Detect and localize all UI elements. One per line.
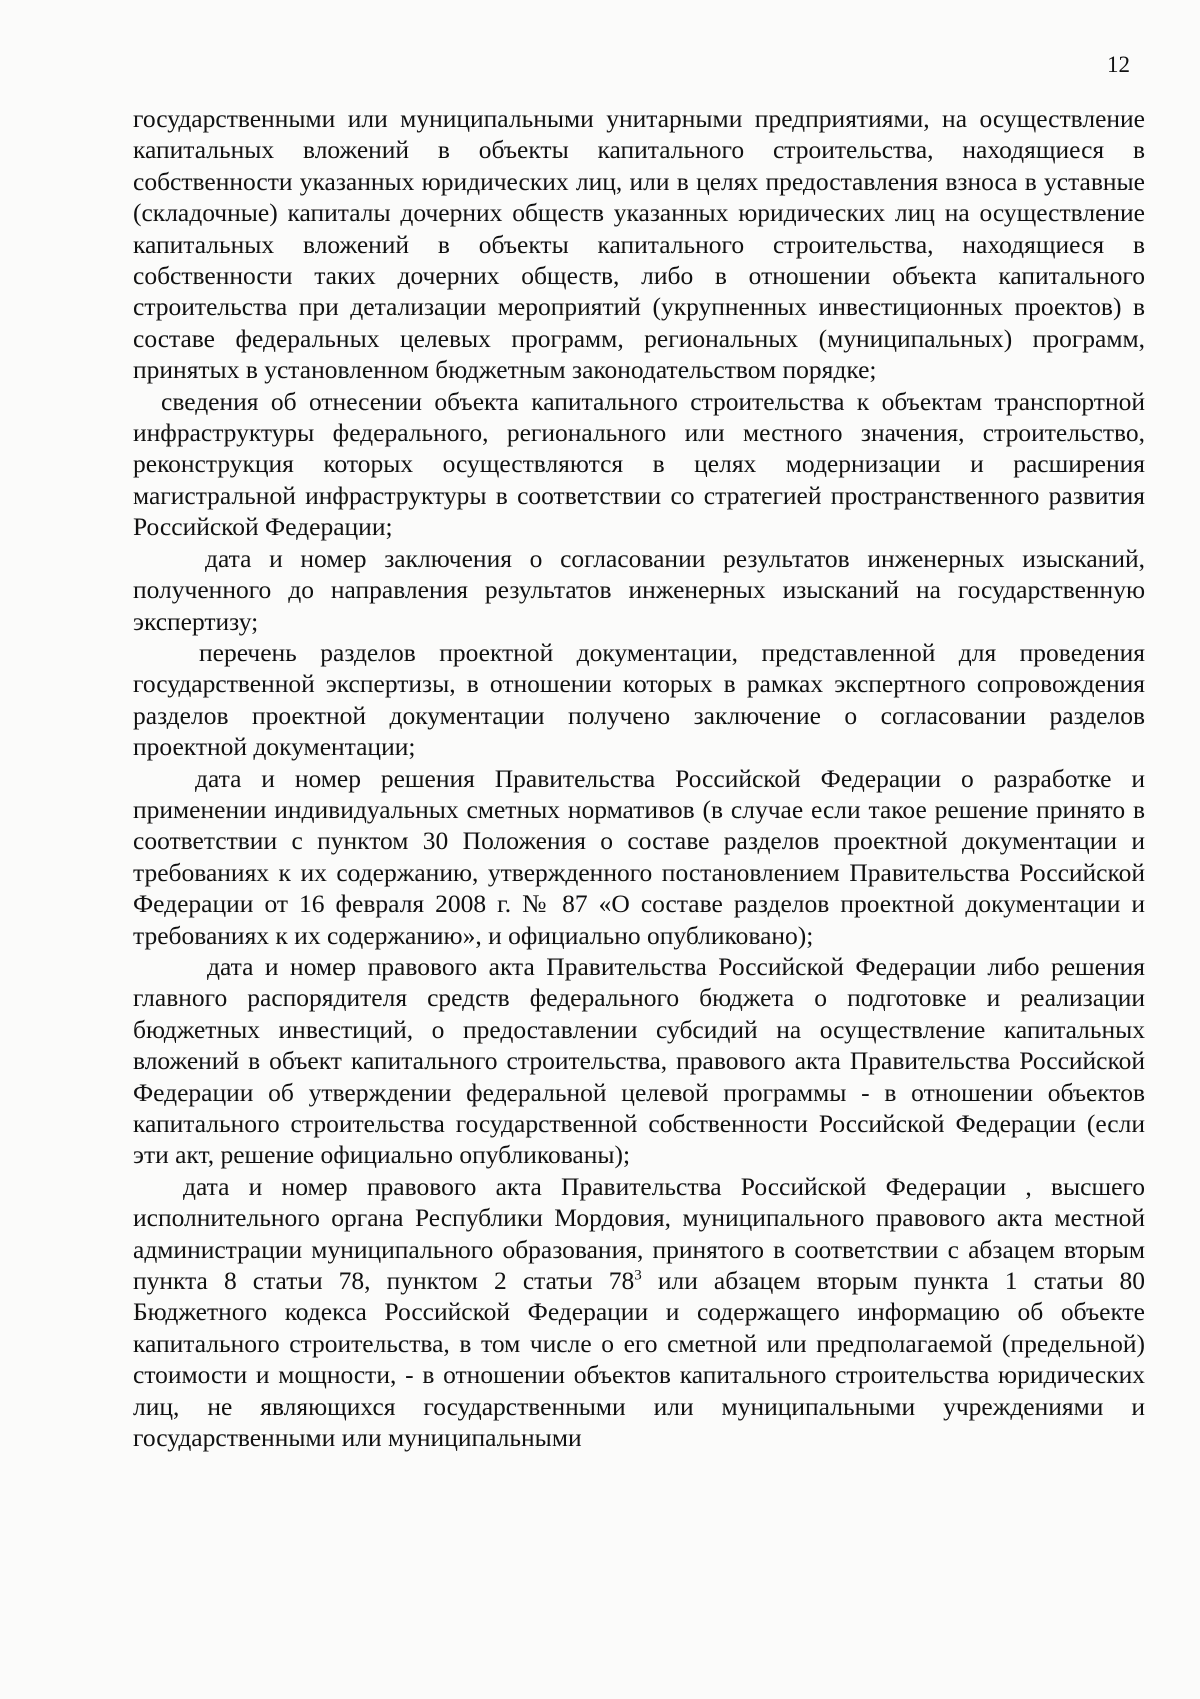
article-superscript: 3 — [634, 1267, 642, 1284]
paragraph-federal-budget-act: дата и номер правового акта Правительства Российской Федерации либо решения главного распорядителя средств федерального бюджета о подготовке и реализации бюджетных инвестиций, о предоставлении субсидий на осуществление капитальных вложений в объект капитального строительства, правового акта Правительства Российской Федерации об утверждении федеральной целевой программы - в отношении объектов капитального строительства государственной собственности Российской Федерации (если эти акт, решение официально опубликованы); — [133, 951, 1145, 1170]
paragraph-continuation: государственными или муниципальными унитарными предприятиями, на осуществление капитальных вложений в объекты капитального строительства, находящиеся в собственности указанных юридических лиц, или в целях предоставления взноса в уставные (складочные) капиталы дочерних обществ указанных юридических лиц на осуществление капитальных вложений в объекты капитального строительства, находящиеся в собственности таких дочерних обществ, либо в отношении объекта капитального строительства при детализации мероприятий (укрупненных инвестиционных проектов) в составе федеральных целевых программ, региональных (муниципальных) программ, принятых в установленном бюджетным законодательством порядке; — [133, 104, 1145, 385]
paragraph-estimate-norms: дата и номер решения Правительства Российской Федерации о разработке и применении индивидуальных сметных нормативов (в случае если такое решение принято в соответствии с пунктом 30 Положения о составе разделов проектной документации и требованиях к их содержанию, утвержденного постановлением Правительства Российской Федерации от 16 февраля 2008 г. № 87 «О составе разделов проектной документации и требованиях к их содержанию», и официально опубликовано); — [133, 763, 1145, 950]
page-number: 12 — [1107, 52, 1130, 77]
paragraph-project-sections: перечень разделов проектной документации, представленной для проведения государственной экспертизы, в отношении которых в рамках экспертного сопровождения разделов проектной документации получено заключение о согласовании разделов проектной документации; — [133, 637, 1145, 762]
paragraph-engineering-surveys: дата и номер заключения о согласовании результатов инженерных изысканий, полученного до направления результатов инженерных изысканий на государственную экспертизу; — [133, 543, 1145, 636]
paragraph-transport-infrastructure: сведения об отнесении объекта капитального строительства к объектам транспортной инфраструктуры федерального, регионального или местного значения, строительство, реконструкция которых осуществляются в целях модернизации и расширения магистральной инфраструктуры в соответствии со стратегией пространственного развития Российской Федерации; — [133, 386, 1145, 542]
legal-act-text-start: дата и номер правового акта Правительства Российской Федерации , высшего исполнительного органа Республики Мордовия, муниципального правового акта местной администрации муниципального образования, принятого в соответствии с абзацем вторым пункта 8 статьи 78, пунктом 2 статьи 78 — [133, 1171, 1145, 1296]
paragraph-legal-act-mordovia — [133, 1171, 1145, 1454]
legal-act-text-end: или абзацем вторым пункта 1 статьи 80 Бюджетного кодекса Российской Федерации и содержащего информацию об объекте капитального строительства, в том числе о его сметной или предполагаемой (предельной) стоимости и мощности, - в отношении объектов капитального строительства юридических лиц, не являющихся государственными или муниципальными учреждениями и государственными или муниципальными — [133, 1266, 1145, 1453]
document-body — [133, 103, 1145, 1453]
